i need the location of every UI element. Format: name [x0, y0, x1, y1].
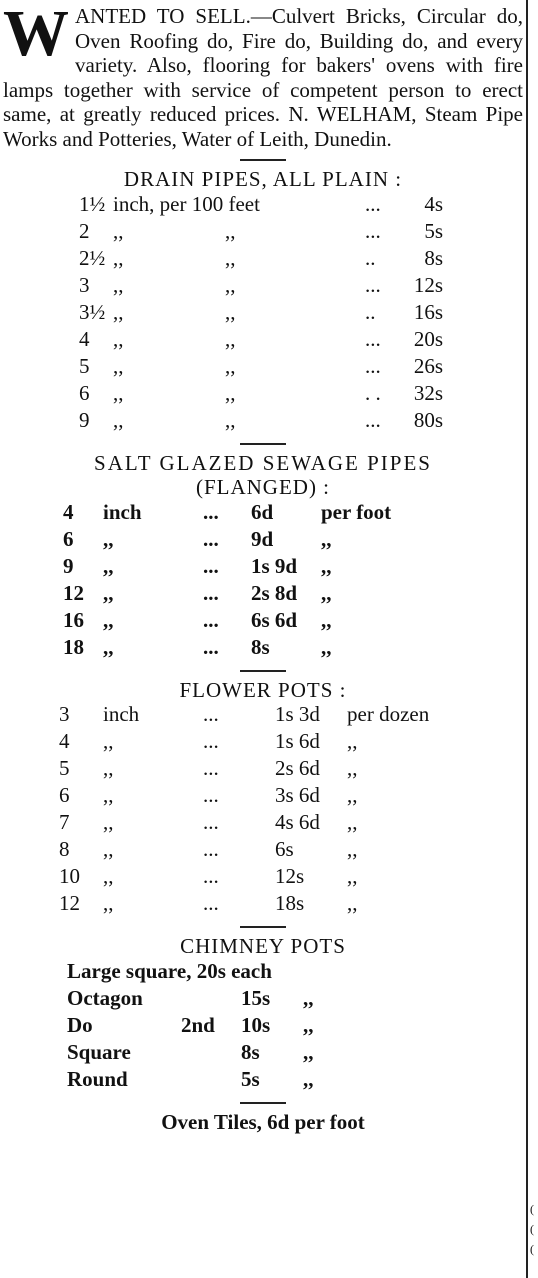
unit-cell: ,, — [103, 783, 114, 807]
table-row — [3, 1040, 523, 1067]
unit-cell: ,, — [113, 407, 124, 432]
leader-cell: ... — [365, 272, 381, 297]
table-row — [3, 327, 523, 354]
size-cell: 3 — [59, 702, 70, 726]
margin-mark: ( — [530, 1222, 534, 1236]
unit-cell: ,, — [103, 837, 114, 861]
table-row — [3, 702, 523, 729]
sewage-pipes-heading: SALT GLAZED SEWAGE PIPES — [94, 450, 432, 475]
unit-cell: ,, — [103, 526, 114, 551]
price-cell: 5s — [241, 1066, 260, 1091]
leader-cell: ... — [203, 837, 219, 861]
unit-cell: ,, — [113, 299, 124, 324]
unit-cell: ,, — [113, 218, 124, 243]
ditto-cell: ,, — [225, 272, 236, 297]
per-cell: ,, — [303, 1066, 314, 1091]
name-cell: Round — [67, 1066, 128, 1091]
price-cell: 3s 6d — [275, 783, 320, 807]
table-row — [3, 729, 523, 756]
price-cell: 4s — [424, 191, 443, 216]
unit-cell: ,, — [103, 864, 114, 888]
price-cell: 12s — [275, 864, 305, 888]
size-cell: 4 — [59, 729, 70, 753]
leader-cell: ... — [365, 407, 381, 432]
per-cell: per dozen — [347, 702, 430, 726]
unit-cell: ,, — [103, 810, 114, 834]
per-cell: ,, — [321, 634, 332, 659]
per-cell: ,, — [347, 891, 358, 915]
leader-cell: ... — [203, 499, 219, 524]
price-cell: 6d — [251, 499, 274, 524]
size-cell: 4 — [79, 326, 90, 351]
unit-cell: ,, — [103, 580, 114, 605]
table-row — [3, 837, 523, 864]
table-row — [3, 500, 523, 527]
size-cell: 1½ — [79, 191, 106, 216]
price-cell: 8s — [241, 1039, 260, 1064]
size-cell: 3½ — [79, 299, 106, 324]
leader-cell: ... — [203, 756, 219, 780]
price-cell: 2s 6d — [275, 756, 320, 780]
section-rule — [240, 670, 286, 672]
price-cell: 16s — [413, 299, 443, 324]
leader-cell: ... — [203, 810, 219, 834]
unit-cell: ,, — [103, 891, 114, 915]
size-cell: 9 — [63, 553, 74, 578]
leader-cell: ... — [203, 634, 219, 659]
table-row — [3, 756, 523, 783]
drain-pipes-table — [3, 192, 523, 435]
table-row — [3, 783, 523, 810]
per-cell: ,, — [347, 810, 358, 834]
leader-cell: ... — [203, 891, 219, 915]
price-cell: 80s — [413, 407, 443, 432]
leader-cell: ... — [203, 580, 219, 605]
ditto-cell: ,, — [225, 407, 236, 432]
size-cell: 6 — [79, 380, 90, 405]
size-cell: 2½ — [79, 245, 106, 270]
leader-cell: ... — [365, 218, 381, 243]
per-cell: ,, — [303, 985, 314, 1010]
ad-intro-text: ANTED TO SELL.—Culvert Bricks, Circular do, Oven Roofing do, Fire do, Building do, and every variety. Also, flooring for bakers' ovens with fire lamps together with service of competent person to erect same, at greatly reduced prices. N. WELHAM, Steam Pipe Works and Potteries, Water of Leith, Dunedin. — [3, 4, 523, 151]
price-cell: 32s — [413, 380, 443, 405]
price-cell: 4s 6d — [275, 810, 320, 834]
table-row — [3, 219, 523, 246]
sewage-pipes-table — [3, 500, 523, 662]
leader-cell: ... — [203, 607, 219, 632]
price-cell: 1s 6d — [275, 729, 320, 753]
table-row — [3, 527, 523, 554]
table-row — [3, 1013, 523, 1040]
unit-cell: inch — [103, 499, 142, 524]
per-cell: ,, — [347, 783, 358, 807]
flower-pots-table — [3, 702, 523, 918]
chimney-pots-table — [3, 986, 523, 1094]
column-rule — [526, 0, 528, 1278]
table-row — [3, 192, 523, 219]
ditto-cell: ,, — [225, 353, 236, 378]
price-cell: 8s — [424, 245, 443, 270]
leader-cell: ... — [365, 353, 381, 378]
size-cell: 7 — [59, 810, 70, 834]
table-row — [3, 635, 523, 662]
table-row — [3, 1067, 523, 1094]
leader-cell: ... — [365, 191, 381, 216]
table-row — [3, 891, 523, 918]
per-cell: per foot — [321, 499, 392, 524]
section-rule — [240, 159, 286, 161]
unit-cell: ,, — [113, 353, 124, 378]
name-cell: Octagon — [67, 985, 143, 1010]
table-row — [3, 273, 523, 300]
table-row — [3, 608, 523, 635]
section-rule — [240, 1102, 286, 1104]
leader-cell: ... — [203, 729, 219, 753]
leader-cell: ... — [203, 702, 219, 726]
margin-mark: ( — [530, 1242, 534, 1256]
price-cell: 26s — [413, 353, 443, 378]
price-cell: 15s — [241, 985, 271, 1010]
table-row — [3, 554, 523, 581]
per-cell: ,, — [347, 837, 358, 861]
table-row — [3, 581, 523, 608]
price-cell: 8s — [251, 634, 270, 659]
size-cell: 5 — [59, 756, 70, 780]
unit-cell: ,, — [103, 729, 114, 753]
size-cell: 12 — [63, 580, 84, 605]
leader-cell: ... — [203, 553, 219, 578]
price-cell: 2s 8d — [251, 580, 298, 605]
size-cell: 6 — [63, 526, 74, 551]
advertisement — [3, 0, 523, 1134]
size-cell: 12 — [59, 891, 80, 915]
per-cell: ,, — [347, 864, 358, 888]
price-cell: 18s — [275, 891, 305, 915]
table-row — [3, 300, 523, 327]
chimney-first-line: Large square, 20s each — [67, 958, 272, 983]
per-cell: ,, — [321, 526, 332, 551]
leader-cell: .. — [365, 245, 376, 270]
ditto-cell: ,, — [225, 245, 236, 270]
ditto-cell: ,, — [225, 380, 236, 405]
table-row — [3, 986, 523, 1013]
name-cell: Square — [67, 1039, 131, 1064]
table-row — [3, 354, 523, 381]
per-cell: ,, — [321, 580, 332, 605]
size-cell: 18 — [63, 634, 84, 659]
oven-tiles-line: Oven Tiles, 6d per foot — [161, 1109, 365, 1134]
size-cell: 9 — [79, 407, 90, 432]
size-cell: 16 — [63, 607, 84, 632]
price-cell: 6s — [275, 837, 294, 861]
table-row — [3, 864, 523, 891]
price-cell: 1s 9d — [251, 553, 298, 578]
per-cell: ,, — [303, 1012, 314, 1037]
price-cell: 1s 3d — [275, 702, 320, 726]
per-cell: ,, — [303, 1039, 314, 1064]
size-cell: 10 — [59, 864, 80, 888]
table-row — [3, 381, 523, 408]
unit-cell: ,, — [103, 756, 114, 780]
unit-cell: ,, — [103, 634, 114, 659]
chimney-pots-heading: CHIMNEY POTS — [180, 934, 346, 958]
leader-cell: ... — [203, 526, 219, 551]
price-cell: 20s — [413, 326, 443, 351]
drain-pipes-heading: DRAIN PIPES, ALL PLAIN : — [123, 167, 403, 191]
leader-cell: .. — [365, 299, 376, 324]
unit-cell: ,, — [113, 326, 124, 351]
unit-cell: ,, — [113, 272, 124, 297]
size-cell: 4 — [63, 499, 74, 524]
leader-cell: . . — [365, 380, 381, 405]
ditto-cell: ,, — [225, 326, 236, 351]
unit-cell: inch, per 100 feet — [113, 191, 260, 216]
price-cell: 9d — [251, 526, 274, 551]
leader-cell: ... — [203, 864, 219, 888]
size-cell: 2 — [79, 218, 90, 243]
size-cell: 6 — [59, 783, 70, 807]
leader-cell: ... — [365, 326, 381, 351]
name-cell: Do — [67, 1012, 93, 1037]
section-rule — [240, 926, 286, 928]
unit-cell: inch — [103, 702, 140, 726]
unit-cell: ,, — [113, 245, 124, 270]
unit-cell: ,, — [103, 553, 114, 578]
flower-pots-heading: FLOWER POTS : — [179, 677, 347, 702]
table-row — [3, 246, 523, 273]
ditto-cell: ,, — [225, 218, 236, 243]
per-cell: ,, — [321, 607, 332, 632]
per-cell: ,, — [347, 756, 358, 780]
unit-cell: ,, — [113, 380, 124, 405]
price-cell: 6s 6d — [251, 607, 298, 632]
leader-cell: ... — [203, 783, 219, 807]
unit-cell: ,, — [103, 607, 114, 632]
table-row — [3, 810, 523, 837]
sewage-pipes-subheading: (FLANGED) : — [195, 475, 331, 499]
price-cell: 5s — [424, 218, 443, 243]
table-row — [3, 408, 523, 435]
ad-intro — [3, 0, 523, 151]
per-cell: ,, — [321, 553, 332, 578]
size-cell: 5 — [79, 353, 90, 378]
per-cell: ,, — [347, 729, 358, 753]
size-cell: 3 — [79, 272, 90, 297]
margin-mark: ( — [530, 1202, 534, 1216]
drop-cap: W — [3, 0, 69, 70]
grade-cell: 2nd — [181, 1012, 215, 1037]
ditto-cell: ,, — [225, 299, 236, 324]
price-cell: 12s — [413, 272, 443, 297]
price-cell: 10s — [241, 1012, 271, 1037]
size-cell: 8 — [59, 837, 70, 861]
section-rule — [240, 443, 286, 445]
